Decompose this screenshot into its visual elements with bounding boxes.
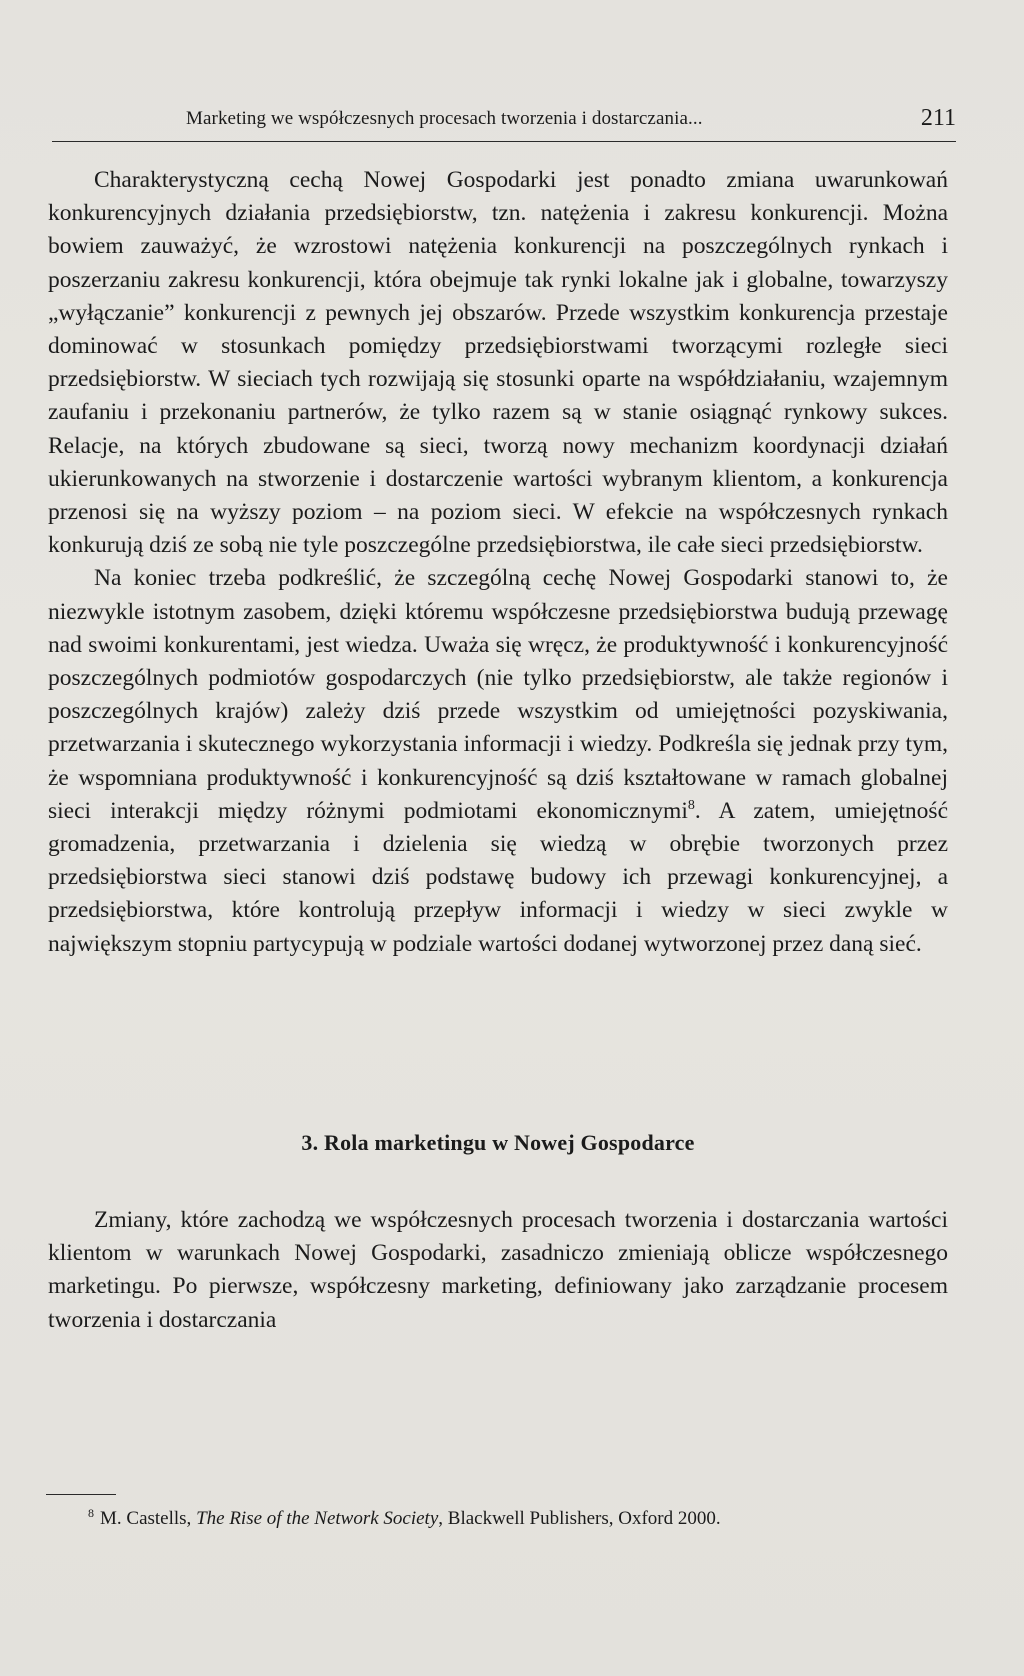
footnote-title: The Rise of the Network Society xyxy=(196,1508,439,1529)
footnote-mark: 8 xyxy=(88,1505,94,1520)
footnote-rule xyxy=(46,1494,116,1495)
header-rule xyxy=(52,141,956,142)
paragraph-knowledge xyxy=(48,562,948,960)
footnote-author: M. Castells, xyxy=(100,1508,197,1529)
body-text xyxy=(48,164,948,961)
paragraph-knowledge-text-1: Na koniec trzeba podkreślić, że szczególną cechę Nowej Gospodarki stanowi to, że niezwykle istotnym zasobem, dzięki któremu współczesne przedsiębiorstwa budują przewagę nad swoimi konkurentami, jest wiedza. Uważa się wręcz, że produktywność i konkurencyjność poszczególnych podmiotów gospodarczych (nie tylko przedsiębiorstw, ale także regionów i poszczególnych krajów) zależy dziś przede wszystkim od umiejętności pozyskiwania, przetwarzania i skutecznego wykorzystania informacji i wiedzy. Podkreśla się jednak przy tym, że wspomniana produktywność i konkurencyjność są dziś kształtowane w ramach globalnej sieci interakcji między różnymi podmiotami ekonomicznymi xyxy=(48,565,948,824)
page-number: 211 xyxy=(920,105,956,131)
running-head xyxy=(186,105,956,138)
paragraph-section: Zmiany, które zachodzą we współczesnych procesach tworzenia i dostarczania wartości klientom w warunkach Nowej Gospodarki, zasadniczo zmieniają oblicze współczesnego marketingu. Po pierwsze, współczesny marketing, definiowany jako zarządzanie procesem tworzenia i dostarczania xyxy=(48,1207,948,1333)
footnote xyxy=(88,1507,948,1531)
paragraph-competition: Charakterystyczną cechą Nowej Gospodarki jest ponadto zmiana uwarunkowań konkurencyjnych działania przedsiębiorstw, tzn. natężenia i zakresu konkurencji. Można bowiem zauważyć, że wzrostowi natężenia konkurencji na poszczególnych rynkach i poszerzaniu zakresu konkurencji, która obejmuje tak rynki lokalne jak i globalne, towarzyszy „wyłączanie” konkurencji z pewnych jej obszarów. Przede wszystkim konkurencja przestaje dominować w stosunkach pomiędzy przedsiębiorstwami tworzącymi rozległe sieci przedsiębiorstw. W sieciach tych rozwijają się stosunki oparte na współdziałaniu, wzajemnym zaufaniu i przekonaniu partnerów, że tylko razem są w stanie osiągnąć rynkowy sukces. Relacje, na których zbudowane są sieci, tworzą nowy mechanizm koordynacji działań ukierunkowanych na stworzenie i dostarczenie wartości wybranym klientom, a konkurencja przenosi się na wyższy poziom – na poziom sieci. W efekcie na współczesnych rynkach konkurują dziś ze sobą nie tyle poszczególne przedsiębiorstwa, ile całe sieci przedsiębiorstw. xyxy=(48,167,948,559)
section-body xyxy=(48,1204,948,1337)
footnote-rest: , Blackwell Publishers, Oxford 2000. xyxy=(438,1508,721,1529)
running-title: Marketing we współczesnych procesach tworzenia i dostarczania... xyxy=(186,108,703,129)
footnote-reference: 8 xyxy=(687,798,695,814)
section-heading: 3. Rola marketingu w Nowej Gospodarce xyxy=(301,1130,695,1155)
paragraph-knowledge-text-2: . A zatem, umiejętność gromadzenia, przetwarzania i dzielenia się wiedzą w obrębie tworzonych przez przedsiębiorstwa sieci stanowi dziś podstawę budowy ich przewagi konkurencyjnej, a przedsiębiorstwa, które kontrolują przepływ informacji i wiedzy w sieci zwykle w największym stopniu partycypują w podziale wartości dodanej wytworzonej przez daną sieć. xyxy=(48,797,948,957)
